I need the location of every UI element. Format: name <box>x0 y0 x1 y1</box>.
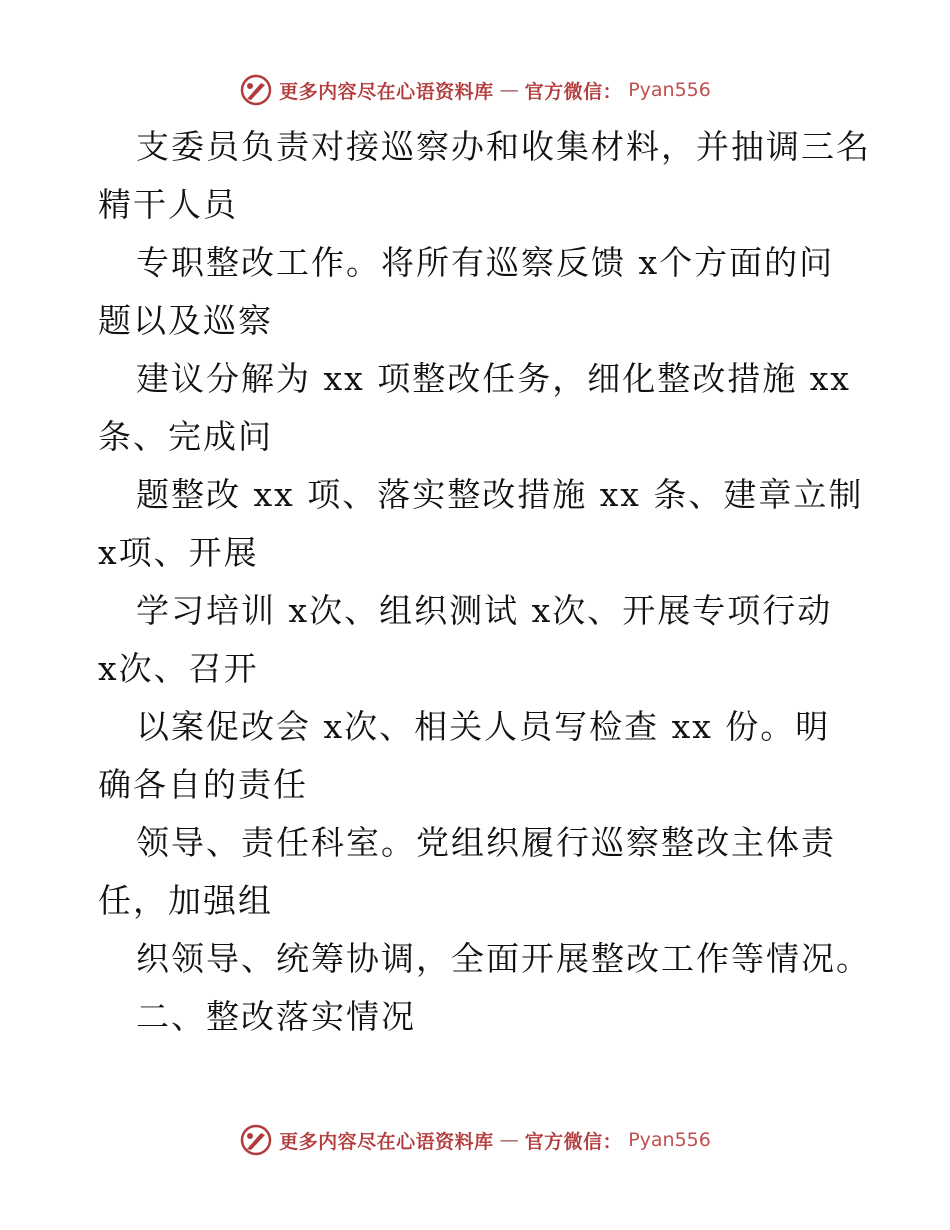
watermark-wechat-label: 官方微信： <box>524 80 623 103</box>
body-line: 以案促改会 x次、相关人员写检查 xx 份。明 <box>136 707 831 746</box>
watermark-wechat-label: 官方微信： <box>524 1130 623 1153</box>
body-line: 支委员负责对接巡察办和收集材料，并抽调三名 <box>136 127 871 166</box>
body-line: 题整改 xx 项、落实整改措施 xx 条、建章立制 <box>136 475 864 514</box>
watermark-separator: — <box>499 1129 519 1151</box>
document-body <box>98 118 871 1046</box>
body-line: 题以及巡察 <box>98 301 273 340</box>
body-line: 织领导、统筹协调，全面开展整改工作等情况。 <box>136 939 871 978</box>
body-line: 领导、责任科室。党组织履行巡察整改主体责 <box>136 823 836 862</box>
body-line: 建议分解为 xx 项整改任务，细化整改措施 xx <box>136 359 851 398</box>
body-line: x项、开展 <box>98 533 259 572</box>
body-line: 学习培训 x次、组织测试 x次、开展专项行动 <box>136 591 833 630</box>
quill-seal-icon <box>239 1123 273 1157</box>
watermark-wechat-id: Pyan556 <box>628 79 711 101</box>
body-line: 专职整改工作。将所有巡察反馈 x个方面的问 <box>136 243 835 282</box>
watermark-separator: — <box>499 79 519 101</box>
body-line: 任，加强组 <box>98 881 273 920</box>
watermark-wechat-id: Pyan556 <box>628 1129 711 1151</box>
watermark-text: 更多内容尽在心语资料库 <box>279 80 494 103</box>
section-heading: 二、整改落实情况 <box>136 997 416 1036</box>
body-line: 条、完成问 <box>98 417 273 456</box>
body-line: 确各自的责任 <box>98 765 308 804</box>
quill-seal-icon <box>239 73 273 107</box>
body-line: 精干人员 <box>98 185 238 224</box>
body-line: x次、召开 <box>98 649 259 688</box>
footer-watermark <box>0 1120 950 1160</box>
watermark-text: 更多内容尽在心语资料库 <box>279 1130 494 1153</box>
header-watermark <box>0 70 950 110</box>
